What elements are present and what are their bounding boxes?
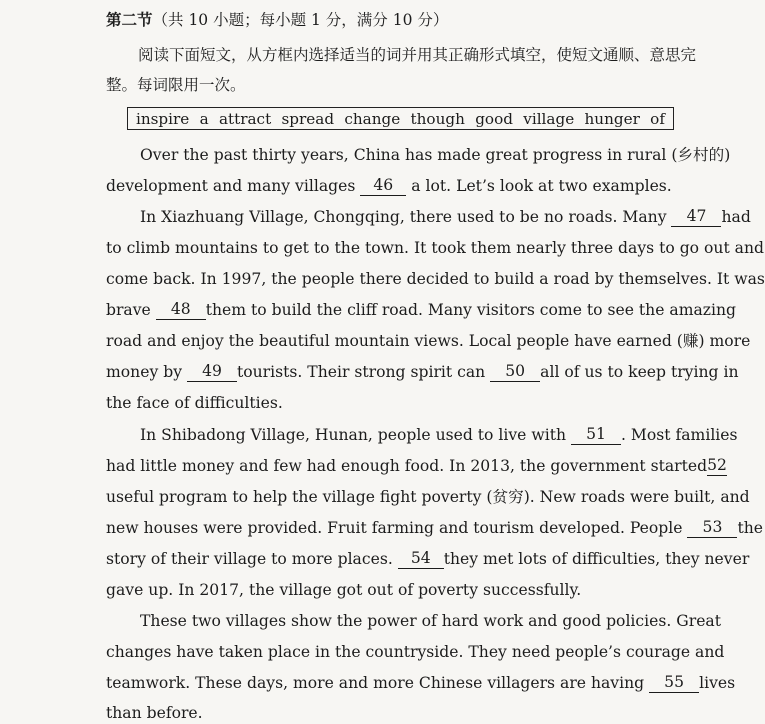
- instruction-line-2: 整。每词限用一次。: [106, 76, 246, 94]
- blank-51[interactable]: 51: [571, 425, 621, 445]
- text-line: [106, 269, 765, 289]
- text-line: [106, 456, 727, 476]
- text-run: had: [721, 208, 751, 226]
- text-line: [106, 487, 750, 507]
- section-heading: 第二节: [106, 10, 153, 29]
- text-line: [106, 300, 737, 320]
- word-box-item: village: [523, 109, 575, 128]
- section-title: [106, 8, 448, 30]
- text-line: [106, 362, 739, 382]
- text-line: [106, 549, 750, 569]
- blank-47[interactable]: 47: [671, 207, 721, 227]
- text-run: lives: [699, 674, 736, 692]
- text-run: had little money and few had enough food. In 2013, the government started: [106, 457, 708, 475]
- word-box-item: a: [199, 109, 209, 128]
- text-run: development and many villages: [106, 177, 356, 195]
- text-run: . Most families: [620, 426, 738, 444]
- text-line: [140, 611, 721, 631]
- text-run: gave up. In 2017, the village got out of poverty successfully.: [106, 581, 582, 599]
- text-run: road and enjoy the beautiful mountain views. Local people have earned (赚) more: [106, 332, 751, 350]
- text-line: [140, 145, 731, 165]
- text-run: the face of difficulties.: [106, 394, 283, 412]
- text-line: [140, 425, 738, 445]
- text-line: [106, 673, 736, 693]
- text-line: [106, 176, 696, 196]
- blank-48[interactable]: 48: [156, 300, 206, 320]
- text-run: a lot. Let’s look at two examples.: [411, 177, 672, 195]
- text-run: them to build the cliff road. Many visitors come to see the amazing: [205, 301, 737, 319]
- text-run: changes have taken place in the countryside. They need people’s courage and: [106, 643, 725, 661]
- word-box-item: spread: [281, 109, 335, 128]
- text-line: [106, 580, 696, 600]
- blank-53[interactable]: 53: [687, 518, 737, 538]
- text-run: money by: [106, 363, 183, 381]
- blank-52[interactable]: 52: [707, 456, 727, 474]
- text-run: These two villages show the power of hard work and good policies. Great: [140, 612, 721, 630]
- text-run: than before.: [106, 704, 203, 722]
- word-box-item: though: [410, 109, 465, 128]
- word-box-item: of: [650, 109, 665, 128]
- text-run: In Shibadong Village, Hunan, people used to live with: [140, 426, 567, 444]
- blank-54[interactable]: 54: [398, 549, 444, 569]
- text-line: [106, 642, 725, 662]
- blank-46[interactable]: 46: [360, 176, 406, 196]
- text-line: [106, 703, 696, 723]
- text-run: they met lots of difficulties, they never: [443, 550, 750, 568]
- text-run: come back. In 1997, the people there decided to build a road by themselves. It was: [106, 270, 765, 288]
- text-run: useful program to help the village fight poverty (贫穷). New roads were built, and: [106, 488, 750, 506]
- text-line: [106, 331, 751, 351]
- text-run: teamwork. These days, more and more Chinese villagers are having: [106, 674, 645, 692]
- word-box-item: inspire: [136, 109, 190, 128]
- text-line: [106, 518, 764, 538]
- blank-55[interactable]: 55: [649, 673, 699, 693]
- text-run: Over the past thirty years, China has made great progress in rural (乡村的): [140, 146, 731, 164]
- text-run: story of their village to more places.: [106, 550, 393, 568]
- text-run: to climb mountains to get to the town. It took them nearly three days to go out and: [106, 239, 764, 257]
- word-box: [127, 107, 674, 130]
- text-run: new houses were provided. Fruit farming and tourism developed. People: [106, 519, 683, 537]
- text-run: all of us to keep trying in: [540, 363, 739, 381]
- text-line: [106, 238, 764, 258]
- blank-50[interactable]: 50: [490, 362, 540, 382]
- word-box-item: attract: [218, 109, 272, 128]
- word-box-item: change: [344, 109, 401, 128]
- text-run: tourists. Their strong spirit can: [236, 363, 486, 381]
- text-line: [140, 207, 751, 227]
- word-box-item: hunger: [584, 109, 640, 128]
- text-run: the: [737, 519, 764, 537]
- word-box-item: good: [475, 109, 513, 128]
- text-line: [106, 393, 696, 413]
- instruction-line-1: 阅读下面短文，从方框内选择适当的词并用其正确形式填空，使短文通顺、意思完: [138, 46, 697, 64]
- blank-49[interactable]: 49: [187, 362, 237, 382]
- text-run: brave: [106, 301, 151, 319]
- section-note: （共 10 小题；每小题 1 分，满分 10 分）: [152, 11, 449, 29]
- text-run: In Xiazhuang Village, Chongqing, there used to be no roads. Many: [140, 208, 667, 226]
